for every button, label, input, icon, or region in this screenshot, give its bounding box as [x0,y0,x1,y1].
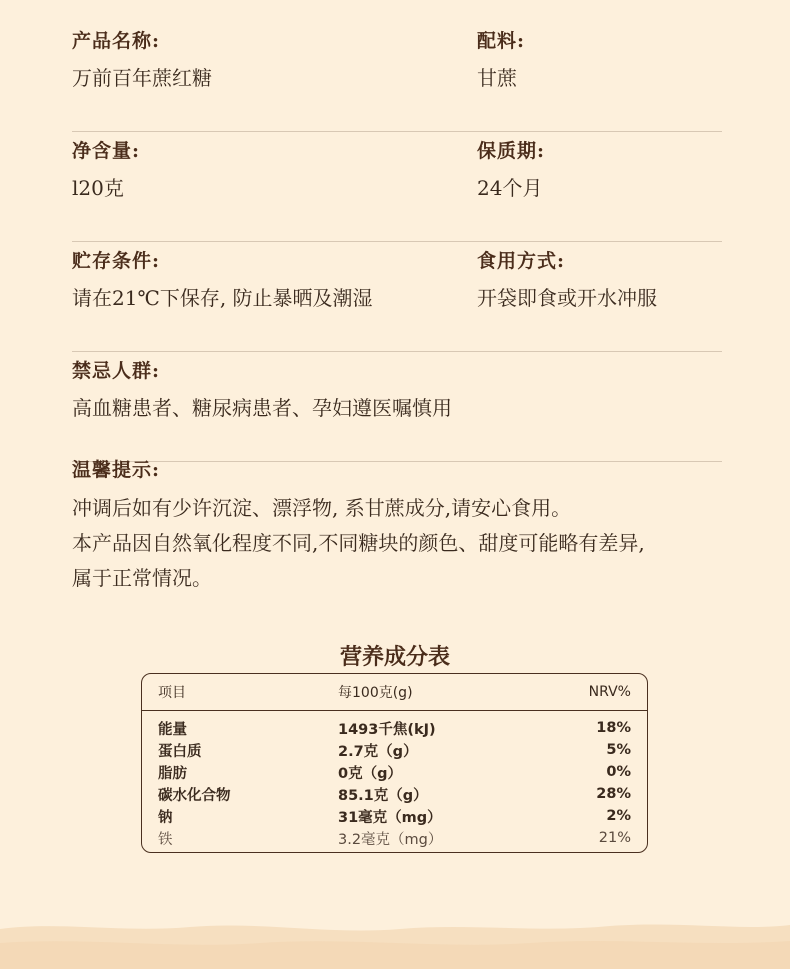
taboo-value: 高血糖患者、糖尿病患者、孕妇遵医嘱慎用 [72,396,452,420]
usage-value: 开袋即食或开水冲服 [477,286,657,310]
nutrient-name: 能量 [158,721,187,738]
nutrient-amount: 0克（g） [338,765,402,782]
info-row [72,352,722,462]
product-name-label: 产品名称: [72,30,161,52]
nutrient-nrv: 5% [606,742,631,758]
tips-line: 属于正常情况。 [72,566,212,590]
storage-label: 贮存条件: [72,250,161,272]
table-row [142,827,647,849]
nutrient-nrv: 2% [606,808,631,824]
nutrient-amount: 2.7克（g） [338,743,418,760]
net-content-value: l20克 [72,176,124,200]
info-row [72,242,722,352]
nutrient-amount: 85.1克（g） [338,787,428,804]
nutrient-name: 脂肪 [158,765,187,782]
header-nrv: NRV% [588,684,631,700]
nutrient-nrv: 21% [598,830,631,846]
table-row [142,761,647,783]
usage-label: 食用方式: [477,250,566,272]
table-row [142,717,647,739]
storage-value: 请在21℃下保存, 防止暴晒及潮湿 [72,286,373,310]
product-name-value: 万前百年蔗红糖 [72,66,212,90]
shelf-life-value: 24个月 [477,176,543,200]
info-row [72,22,722,132]
tips-line: 本产品因自然氧化程度不同,不同糖块的颜色、甜度可能略有差异, [72,531,645,555]
nutrition-table-header [142,674,647,711]
net-content-label: 净含量: [72,140,141,162]
nutrient-nrv: 0% [606,764,631,780]
table-row [142,783,647,805]
header-per100g: 每100克(g) [338,685,413,701]
nutrient-nrv: 18% [596,720,631,736]
shelf-life-label: 保质期: [477,140,546,162]
nutrient-name: 蛋白质 [158,743,202,760]
tips-label: 温馨提示: [72,459,161,481]
nutrient-name: 钠 [158,809,173,826]
nutrition-table [141,673,648,853]
nutrient-nrv: 28% [596,786,631,802]
info-row [72,132,722,242]
nutrient-name: 碳水化合物 [158,787,231,804]
nutrient-amount: 1493千焦(kJ) [338,721,436,738]
nutrient-amount: 31毫克（mg） [338,809,442,826]
table-row [142,739,647,761]
ingredients-value: 甘蔗 [477,66,517,90]
nutrient-name: 铁 [158,831,173,848]
table-row [142,805,647,827]
tips-line: 冲调后如有少许沉淀、漂浮物, 系甘蔗成分,请安心食用。 [72,496,572,520]
ingredients-label: 配料: [477,30,526,52]
nutrient-amount: 3.2毫克（mg） [338,831,443,848]
decorative-brush-stroke [0,899,790,969]
taboo-label: 禁忌人群: [72,360,161,382]
product-info [72,22,722,462]
tips-section [72,457,722,596]
nutrition-table-title: 营养成分表 [339,645,450,670]
header-item: 项目 [158,685,186,701]
